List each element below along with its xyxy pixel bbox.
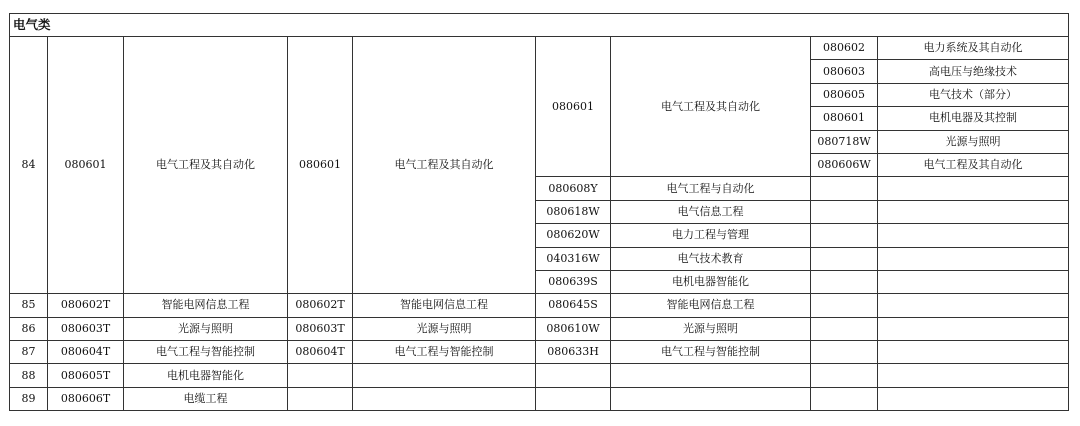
empty-cell — [811, 364, 878, 387]
empty-cell — [878, 341, 1069, 364]
older-name: 电力工程与管理 — [611, 224, 811, 247]
oldest-code: 080602 — [811, 37, 878, 60]
older-code: 080601 — [536, 37, 611, 177]
older-name: 电机电器智能化 — [611, 270, 811, 293]
major-name: 电缆工程 — [124, 387, 288, 410]
older-code: 080645S — [536, 294, 611, 317]
previous-code: 080602T — [288, 294, 353, 317]
empty-cell — [878, 177, 1069, 200]
older-code: 080618W — [536, 200, 611, 223]
major-name: 光源与照明 — [124, 317, 288, 340]
empty-cell — [811, 200, 878, 223]
empty-cell — [878, 387, 1069, 410]
previous-name — [353, 387, 536, 410]
major-name: 电机电器智能化 — [124, 364, 288, 387]
previous-name — [353, 364, 536, 387]
major-code: 080602T — [48, 294, 124, 317]
older-code: 040316W — [536, 247, 611, 270]
older-code: 080633H — [536, 341, 611, 364]
older-name: 电气工程与智能控制 — [611, 341, 811, 364]
older-code: 080610W — [536, 317, 611, 340]
table-row — [10, 341, 1069, 364]
row-number: 89 — [10, 387, 48, 410]
table-row — [10, 364, 1069, 387]
older-name: 电气信息工程 — [611, 200, 811, 223]
table-row — [10, 37, 1069, 60]
major-code: 080601 — [48, 37, 124, 294]
older-name: 电气工程与自动化 — [611, 177, 811, 200]
empty-cell — [878, 200, 1069, 223]
older-name — [611, 387, 811, 410]
oldest-code: 080603 — [811, 60, 878, 83]
table-row — [10, 387, 1069, 410]
older-code: 080620W — [536, 224, 611, 247]
older-code — [536, 387, 611, 410]
row-number: 86 — [10, 317, 48, 340]
empty-cell — [878, 317, 1069, 340]
table-row — [10, 294, 1069, 317]
oldest-code: 080606W — [811, 153, 878, 176]
oldest-name: 电气工程及其自动化 — [878, 153, 1069, 176]
empty-cell — [878, 247, 1069, 270]
empty-cell — [811, 270, 878, 293]
category-row — [10, 14, 1069, 37]
major-name: 智能电网信息工程 — [124, 294, 288, 317]
empty-cell — [811, 387, 878, 410]
previous-code: 080604T — [288, 341, 353, 364]
oldest-code: 080605 — [811, 83, 878, 106]
major-code: 080606T — [48, 387, 124, 410]
older-name: 电气工程及其自动化 — [611, 37, 811, 177]
major-code: 080604T — [48, 341, 124, 364]
empty-cell — [811, 177, 878, 200]
older-code: 080639S — [536, 270, 611, 293]
older-code — [536, 364, 611, 387]
empty-cell — [811, 224, 878, 247]
row-number: 84 — [10, 37, 48, 294]
previous-name: 光源与照明 — [353, 317, 536, 340]
oldest-name: 电机电器及其控制 — [878, 107, 1069, 130]
previous-code: 080601 — [288, 37, 353, 294]
older-code: 080608Y — [536, 177, 611, 200]
empty-cell — [878, 224, 1069, 247]
table-row — [10, 317, 1069, 340]
older-name: 电气技术教育 — [611, 247, 811, 270]
major-code: 080603T — [48, 317, 124, 340]
older-name: 光源与照明 — [611, 317, 811, 340]
empty-cell — [878, 294, 1069, 317]
empty-cell — [878, 364, 1069, 387]
major-name: 电气工程及其自动化 — [124, 37, 288, 294]
oldest-name: 光源与照明 — [878, 130, 1069, 153]
older-name — [611, 364, 811, 387]
empty-cell — [811, 317, 878, 340]
previous-code — [288, 364, 353, 387]
oldest-name: 电力系统及其自动化 — [878, 37, 1069, 60]
oldest-code: 080718W — [811, 130, 878, 153]
previous-code — [288, 387, 353, 410]
major-name: 电气工程与智能控制 — [124, 341, 288, 364]
oldest-name: 电气技术（部分） — [878, 83, 1069, 106]
major-code: 080605T — [48, 364, 124, 387]
empty-cell — [811, 341, 878, 364]
major-table — [9, 13, 1069, 411]
empty-cell — [811, 294, 878, 317]
empty-cell — [878, 270, 1069, 293]
empty-cell — [811, 247, 878, 270]
category-title: 电气类 — [10, 14, 1069, 37]
older-name: 智能电网信息工程 — [611, 294, 811, 317]
row-number: 88 — [10, 364, 48, 387]
row-number: 85 — [10, 294, 48, 317]
previous-name: 电气工程及其自动化 — [353, 37, 536, 294]
oldest-code: 080601 — [811, 107, 878, 130]
previous-name: 电气工程与智能控制 — [353, 341, 536, 364]
previous-name: 智能电网信息工程 — [353, 294, 536, 317]
major-table-sheet — [9, 13, 1068, 411]
oldest-name: 高电压与绝缘技术 — [878, 60, 1069, 83]
row-number: 87 — [10, 341, 48, 364]
previous-code: 080603T — [288, 317, 353, 340]
